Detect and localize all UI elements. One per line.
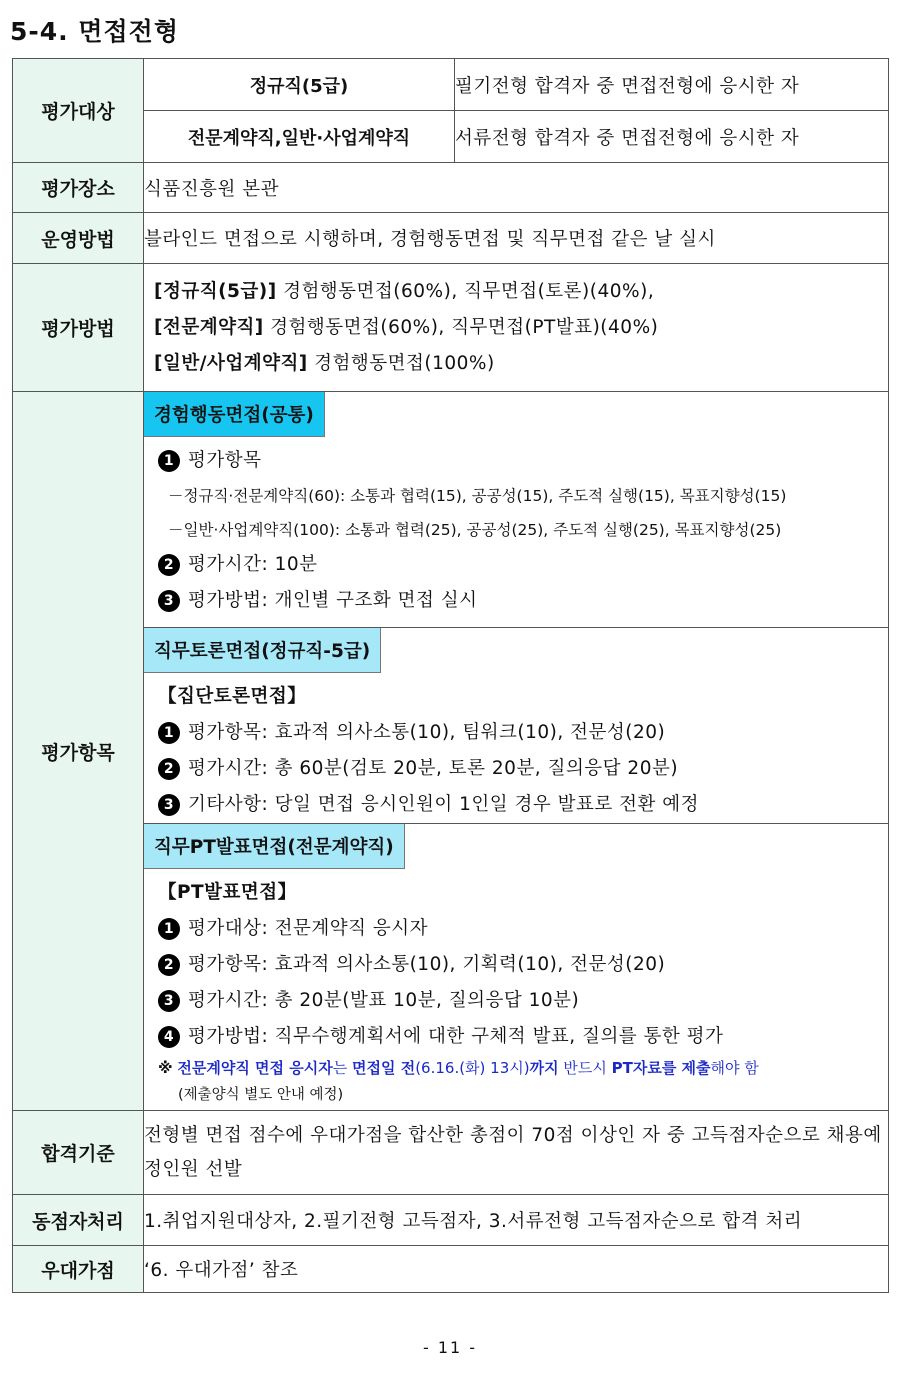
- bonus-value: ‘6. 우대가점’ 참조: [144, 1246, 889, 1293]
- pass-value: 전형별 면접 점수에 우대가점을 합산한 총점이 70점 이상인 자 중 고득점자순으로 채용예정인원 선발: [144, 1111, 889, 1195]
- items-cell: [144, 392, 889, 1111]
- list-item: 2 평가시간: 총 60분(검토 20분, 토론 20분, 질의응답 20분): [158, 751, 888, 787]
- list-item: 3 기타사항: 당일 면접 응시인원이 1인일 경우 발표로 전환 예정: [158, 787, 888, 823]
- section-behavioral: [144, 392, 888, 627]
- bonus-row: [13, 1246, 889, 1293]
- operation-row: [13, 213, 889, 264]
- pass-row: [13, 1111, 889, 1195]
- place-value: 식품진흥원 본관: [144, 163, 889, 213]
- number-1-icon: 1: [158, 450, 180, 472]
- number-2-icon: 2: [158, 758, 180, 780]
- sub-item-general: －일반·사업계약직(100): 소통과 협력(25), 공공성(25), 주도적 실행(25), 목표지향성(25): [168, 521, 782, 539]
- list-item: 3 평가시간: 총 20분(발표 10분, 질의응답 10분): [158, 983, 888, 1019]
- interview-table: [12, 58, 889, 1293]
- list-item: 3 평가방법: 개인별 구조화 면접 실시: [158, 583, 888, 619]
- section-behavioral-header: 경험행동면접(공통): [144, 392, 325, 437]
- target-group-regular: 정규직(5급): [144, 59, 455, 111]
- list-item: 4 평가방법: 직무수행계획서에 대한 구체적 발표, 질의를 통한 평가: [158, 1019, 888, 1055]
- section-discussion-header: 직무토론면접(정규직-5급): [144, 628, 381, 673]
- tie-value: 1.취업지원대상자, 2.필기전형 고득점자, 3.서류전형 고득점자순으로 합격 처리: [144, 1195, 889, 1246]
- number-1-icon: 1: [158, 722, 180, 744]
- target-row-1: [13, 59, 889, 111]
- list-item: 1 평가항목: 효과적 의사소통(10), 팀워크(10), 전문성(20): [158, 715, 888, 751]
- target-row-2: [13, 111, 889, 163]
- place-label: 평가장소: [13, 163, 144, 213]
- items-row: [13, 392, 889, 1111]
- target-desc-contract: 서류전형 합격자 중 면접전형에 응시한 자: [455, 111, 889, 163]
- pass-label: 합격기준: [13, 1111, 144, 1195]
- section-behavioral-body: [144, 437, 888, 625]
- method-line-professional: [전문계약직] 경험행동면접(60%), 직무면접(PT발표)(40%): [154, 316, 659, 338]
- sub-item-regular: －정규직·전문계약직(60): 소통과 협력(15), 공공성(15), 주도적 실행(15), 목표지향성(15): [168, 487, 787, 505]
- method-label: 평가방법: [13, 264, 144, 392]
- target-group-contract: 전문계약직,일반·사업계약직: [144, 111, 455, 163]
- tie-label: 동점자처리: [13, 1195, 144, 1246]
- group-discussion-title: 【집단토론면접】: [158, 686, 307, 707]
- method-line-general: [일반/사업계약직] 경험행동면접(100%): [154, 352, 495, 374]
- method-row: [13, 264, 889, 392]
- number-2-icon: 2: [158, 554, 180, 576]
- operation-value: 블라인드 면접으로 시행하며, 경험행동면접 및 직무면접 같은 날 실시: [144, 213, 889, 264]
- number-1-icon: 1: [158, 918, 180, 940]
- section-presentation-header: 직무PT발표면접(전문계약직): [144, 824, 405, 869]
- bonus-label: 우대가점: [13, 1246, 144, 1293]
- list-item: 2 평가항목: 효과적 의사소통(10), 기획력(10), 전문성(20): [158, 947, 888, 983]
- page-number: - 11 -: [422, 1338, 478, 1357]
- pt-presentation-title: 【PT발표면접】: [158, 882, 297, 903]
- note-mark-icon: ※: [158, 1059, 173, 1077]
- target-desc-regular: 필기전형 합격자 중 면접전형에 응시한 자: [455, 59, 889, 111]
- number-4-icon: 4: [158, 1026, 180, 1048]
- list-item: 1 평가항목: [158, 443, 888, 479]
- submission-note-form: (제출양식 별도 안내 예정): [178, 1087, 344, 1103]
- method-line-regular: [정규직(5급)] 경험행동면접(60%), 직무면접(토론)(40%),: [154, 280, 655, 302]
- list-item: 1 평가대상: 전문계약직 응시자: [158, 911, 888, 947]
- items-label: 평가항목: [13, 392, 144, 1111]
- number-3-icon: 3: [158, 794, 180, 816]
- section-presentation: [144, 823, 888, 1110]
- list-item: 2 평가시간: 10분: [158, 547, 888, 583]
- method-cell: [144, 264, 889, 392]
- section-presentation-body: [144, 869, 888, 1114]
- section-discussion: [144, 627, 888, 823]
- section-discussion-body: [144, 673, 888, 829]
- operation-label: 운영방법: [13, 213, 144, 264]
- number-3-icon: 3: [158, 990, 180, 1012]
- number-2-icon: 2: [158, 954, 180, 976]
- section-title: 5-4. 면접전형: [10, 17, 179, 46]
- tie-row: [13, 1195, 889, 1246]
- place-row: [13, 163, 889, 213]
- target-label: 평가대상: [13, 59, 144, 163]
- submission-note: ※ 전문계약직 면접 응시자는 면접일 전(6.16.(화) 13시)까지 반드시 PT자료를 제출해야 함: [158, 1059, 759, 1077]
- number-3-icon: 3: [158, 590, 180, 612]
